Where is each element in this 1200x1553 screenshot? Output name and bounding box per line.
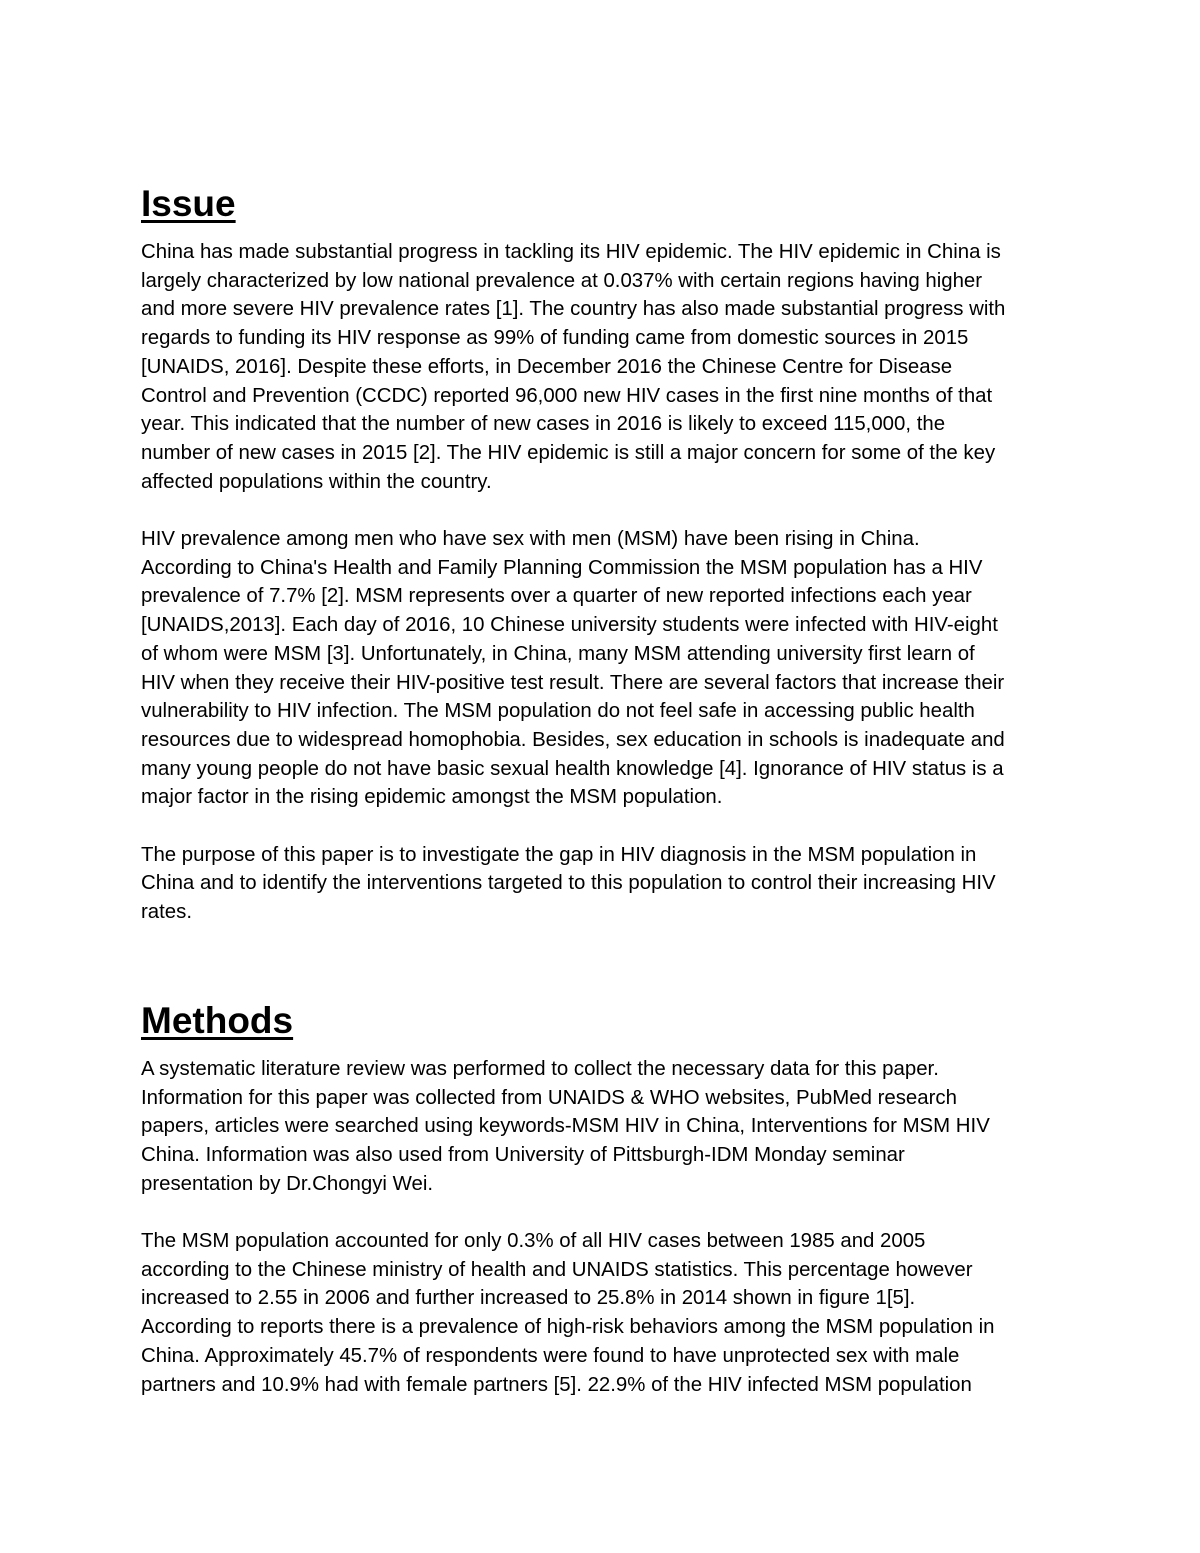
text-line: partners and 10.9% had with female partners [5]. 22.9% of the HIV infected MSM population	[141, 1373, 972, 1396]
paragraph-spacer	[141, 1198, 1071, 1227]
section-methods	[141, 997, 1071, 1399]
text-line: affected populations within the country.	[141, 470, 492, 493]
issue-paragraph-1	[141, 238, 1071, 496]
text-line: largely characterized by low national prevalence at 0.037% with certain regions having higher	[141, 269, 983, 292]
text-line: According to China's Health and Family Planning Commission the MSM population has a HIV	[141, 556, 983, 579]
methods-paragraph-1	[141, 1055, 1071, 1199]
text-line: resources due to widespread homophobia. Besides, sex education in schools is inadequate and	[141, 728, 1005, 751]
paragraph-spacer	[141, 812, 1071, 841]
text-line: HIV prevalence among men who have sex with men (MSM) have been rising in China.	[141, 528, 920, 551]
text-line: China and to identify the interventions targeted to this population to control their increasing HIV	[141, 872, 996, 895]
text-line: The MSM population accounted for only 0.3% of all HIV cases between 1985 and 2005	[141, 1230, 926, 1253]
text-line: Control and Prevention (CCDC) reported 96,000 new HIV cases in the first nine months of that	[141, 384, 993, 407]
text-line: [UNAIDS, 2016]. Despite these efforts, in December 2016 the Chinese Centre for Disease	[141, 355, 953, 378]
text-line: according to the Chinese ministry of health and UNAIDS statistics. This percentage however	[141, 1258, 973, 1281]
text-line: and more severe HIV prevalence rates [1]. The country has also made substantial progress with	[141, 298, 1006, 321]
text-line: year. This indicated that the number of new cases in 2016 is likely to exceed 115,000, the	[141, 413, 946, 436]
text-line: increased to 2.55 in 2006 and further increased to 25.8% in 2014 shown in figure 1[5].	[141, 1287, 916, 1310]
issue-paragraph-2	[141, 525, 1071, 812]
text-line: many young people do not have basic sexual health knowledge [4]. Ignorance of HIV status is a	[141, 757, 1004, 780]
paragraph-spacer	[141, 496, 1071, 525]
text-line: According to reports there is a prevalence of high-risk behaviors among the MSM population in	[141, 1316, 995, 1339]
section-heading-issue: Issue	[141, 183, 236, 224]
text-line: [UNAIDS,2013]. Each day of 2016, 10 Chinese university students were infected with HIV-eight	[141, 614, 998, 637]
section-heading-methods: Methods	[141, 999, 294, 1041]
text-line: regards to funding its HIV response as 99% of funding came from domestic sources in 2015	[141, 327, 969, 350]
document-page	[141, 180, 1071, 1399]
text-line: China. Information was also used from University of Pittsburgh-IDM Monday seminar	[141, 1143, 905, 1166]
text-line: number of new cases in 2015 [2]. The HIV epidemic is still a major concern for some of the key	[141, 441, 996, 464]
text-line: Information for this paper was collected from UNAIDS & WHO websites, PubMed research	[141, 1086, 957, 1109]
text-line: rates.	[141, 901, 192, 924]
text-line: of whom were MSM [3]. Unfortunately, in China, many MSM attending university first learn of	[141, 642, 975, 665]
text-line: major factor in the rising epidemic amongst the MSM population.	[141, 786, 723, 809]
text-line: vulnerability to HIV infection. The MSM population do not feel safe in accessing public health	[141, 700, 975, 723]
issue-paragraph-3	[141, 841, 1071, 927]
text-line: prevalence of 7.7% [2]. MSM represents over a quarter of new reported infections each year	[141, 585, 972, 608]
methods-paragraph-2	[141, 1227, 1071, 1399]
text-line: The purpose of this paper is to investigate the gap in HIV diagnosis in the MSM population in	[141, 843, 977, 866]
text-line: presentation by Dr.Chongyi Wei.	[141, 1172, 434, 1195]
text-line: China. Approximately 45.7% of respondents were found to have unprotected sex with male	[141, 1344, 960, 1367]
text-line: papers, articles were searched using keywords-MSM HIV in China, Interventions for MSM HIV	[141, 1115, 990, 1138]
section-spacer	[141, 927, 1071, 997]
section-issue	[141, 180, 1071, 927]
text-line: China has made substantial progress in tackling its HIV epidemic. The HIV epidemic in China is	[141, 241, 1001, 263]
text-line: A systematic literature review was performed to collect the necessary data for this paper.	[141, 1057, 939, 1080]
text-line: HIV when they receive their HIV-positive test result. There are several factors that increase their	[141, 671, 1005, 694]
